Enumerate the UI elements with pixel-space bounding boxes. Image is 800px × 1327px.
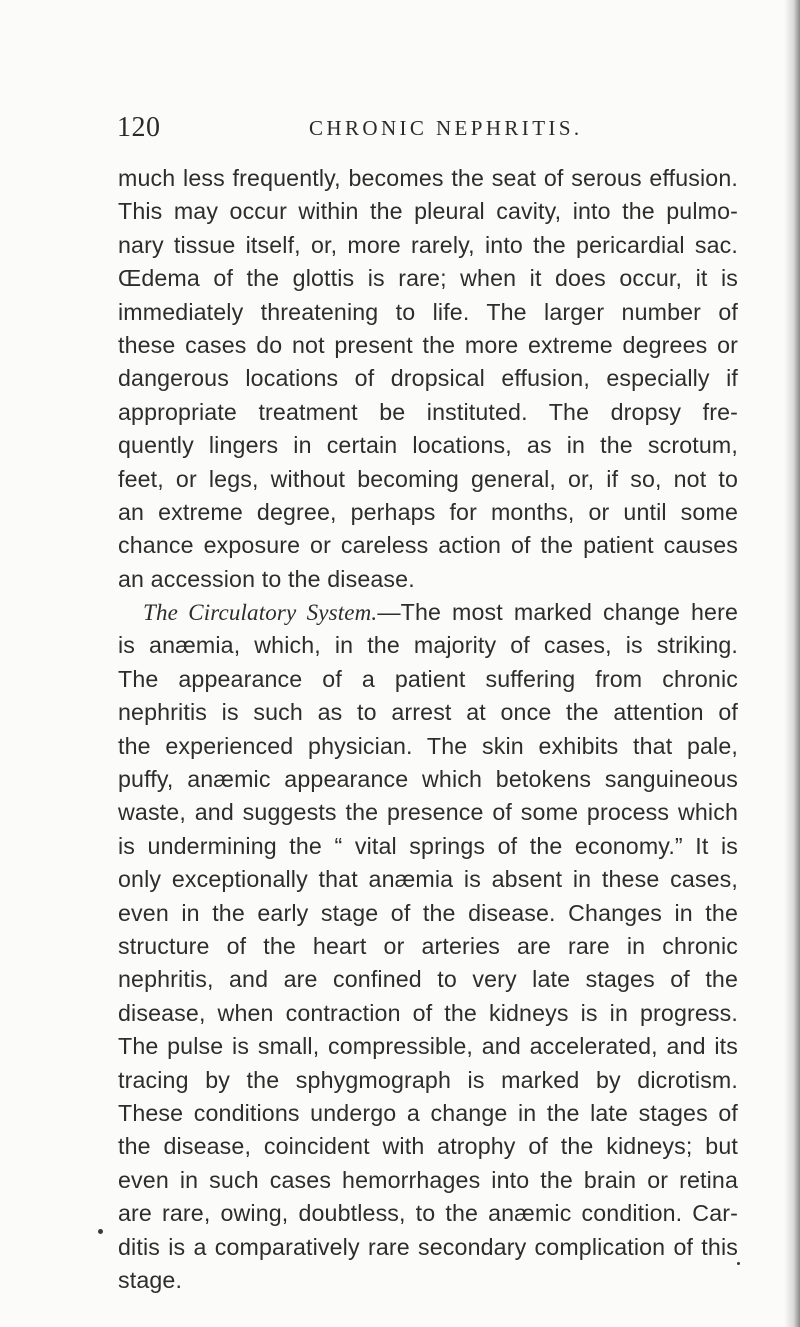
text-line: The appearance of a patient suffering from chronic	[118, 665, 738, 692]
section-heading: The Circulatory System.	[143, 600, 378, 626]
text-line: tracing by the sphygmograph is marked by dicrotism.	[118, 1066, 738, 1093]
section-first-line	[118, 596, 738, 629]
text-line: chance exposure or careless action of the patient causes	[118, 532, 738, 559]
text-line: nephritis is such as to arrest at once the attention of	[118, 699, 738, 726]
text-line: is anæmia, which, in the majority of cases, is striking.	[118, 632, 738, 659]
text-line: much less frequently, becomes the seat of serous effusion.	[118, 165, 738, 191]
running-head: CHRONIC NEPHRITIS.	[309, 116, 583, 140]
text-line: these cases do not present the more extreme degrees or	[118, 331, 738, 358]
body-text	[118, 162, 738, 1297]
text-line: is undermining the “ vital springs of the economy.” It is	[118, 832, 738, 859]
section-first-line-rest: —The most marked change here	[377, 599, 738, 626]
text-line: puffy, anæmic appearance which betokens sanguineous	[118, 766, 738, 793]
text-line: waste, and suggests the presence of some process which	[118, 799, 738, 826]
text-line: an accession to the disease.	[118, 565, 415, 592]
text-line: only exceptionally that anæmia is absent in these cases,	[118, 866, 738, 893]
text-line: quently lingers in certain locations, as in the scrotum,	[118, 432, 738, 459]
text-line: are rare, owing, doubtless, to the anæmic condition. Car-	[118, 1200, 738, 1227]
text-line: even in the early stage of the disease. Changes in the	[118, 899, 738, 926]
text-line: stage.	[118, 1266, 183, 1293]
text-line: the disease, coincident with atrophy of the kidneys; but	[118, 1133, 738, 1160]
text-line: dangerous locations of dropsical effusion, especially if	[118, 365, 738, 392]
text-line: nephritis, and are confined to very late stages of the	[118, 966, 738, 993]
text-line: disease, when contraction of the kidneys is in progress.	[118, 999, 738, 1026]
text-line: immediately threatening to life. The larger number of	[118, 298, 738, 325]
text-line: structure of the heart or arteries are rare in chronic	[118, 932, 738, 959]
text-line: These conditions undergo a change in the late stages of	[118, 1099, 738, 1126]
ink-speck	[737, 1262, 740, 1265]
text-line: the experienced physician. The skin exhibits that pale,	[118, 732, 738, 759]
text-line: The pulse is small, compressible, and accelerated, and its	[118, 1033, 738, 1060]
text-line: Œdema of the glottis is rare; when it does occur, it is	[118, 265, 738, 292]
text-line: This may occur within the pleural cavity, into the pulmo-	[118, 198, 738, 225]
page-edge-shadow	[784, 0, 800, 1327]
text-line: nary tissue itself, or, more rarely, into the pericardial sac.	[118, 231, 738, 258]
text-line: even in such cases hemorrhages into the brain or retina	[118, 1166, 738, 1193]
text-line: feet, or legs, without becoming general, or, if so, not to	[118, 465, 738, 492]
text-line: appropriate treatment be instituted. The dropsy fre-	[118, 398, 738, 425]
text-line: ditis is a comparatively rare secondary complication of this	[118, 1233, 738, 1260]
ink-speck	[98, 1229, 103, 1234]
text-line: an extreme degree, perhaps for months, or until some	[118, 498, 738, 525]
page-header	[117, 112, 597, 152]
page-number: 120	[117, 112, 161, 143]
